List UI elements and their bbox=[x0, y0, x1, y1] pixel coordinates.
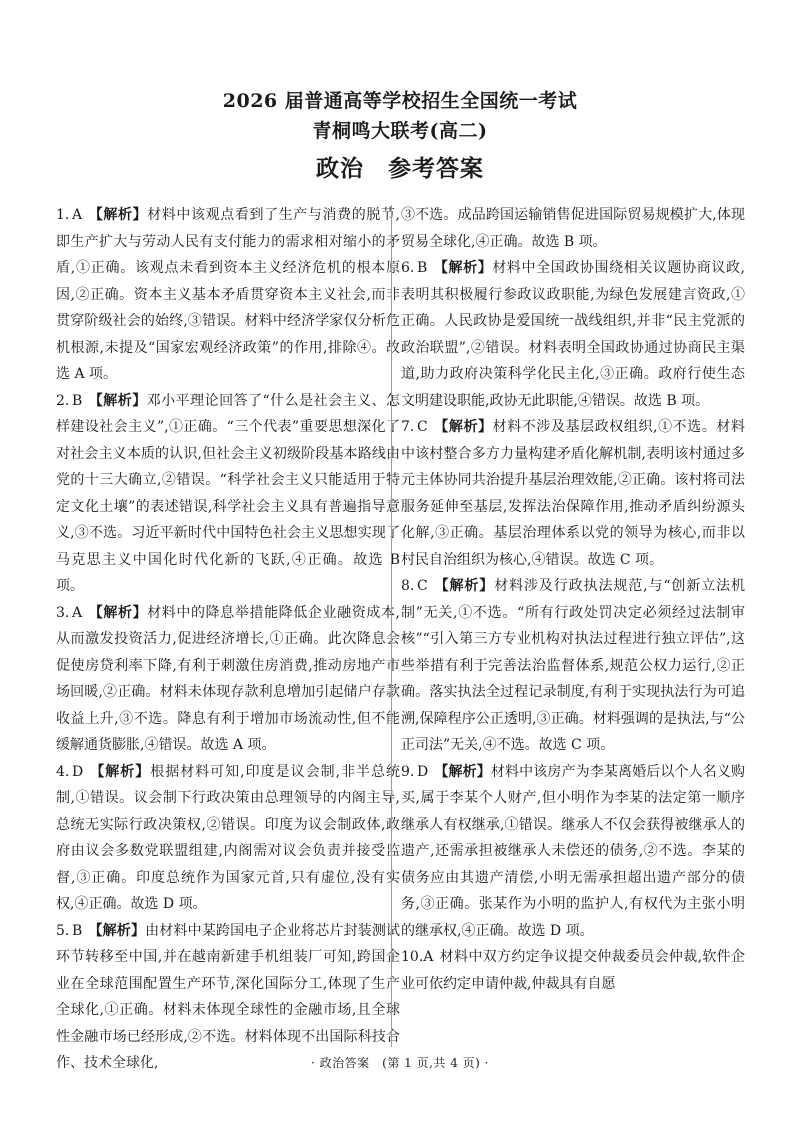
answer-item-10: 10.A 材料中双方约定争议提交仲裁委员会仲裁,软件企业可依约定申请仲裁,仲裁具有自愿 bbox=[401, 949, 745, 992]
right-column bbox=[401, 202, 745, 997]
subject-heading: 政治 参考答案 bbox=[316, 155, 484, 182]
answer-item-2: 2. B 【解析】邓小平理论回答了“什么是社会主义、怎样建设社会主义”,①正确。“三个代表”重要思想深化了对社会主义本质的认识,但社会主义初级阶段基本路线由党的十三大确立,②错误。“科学社会主义只能适用于特定文化土壤”的表述错误,科学社会主义具有普遍指导意义,③不选。习近平新时代中国特色社会主义思想实现了马克思主义中国化时代化新的飞跃,④正确。故选 B 项。 bbox=[56, 392, 401, 594]
answer-item-1: 1. A 【解析】材料中该观点看到了生产与消费的脱节,即生产扩大与劳动人民有支付能力的需求相对缩小的矛盾,①正确。该观点未看到资本主义经济危机的根本原因,②正确。资本主义基本矛盾贯穿资本主义社会,而非贯穿阶级社会的始终,③错误。材料中经济学家仅分析危机根源,未提及“国家宏观经济政策”的作用,排除④。故选 A 项。 bbox=[56, 207, 401, 382]
exam-title: 2026 届普通高等学校招生全国统一考试 bbox=[222, 90, 578, 112]
answer-item-8: 8. C 【解析】材料涉及行政执法规范,与“创新立法机制”无关,①不选。“所有行政处罚决定必须经过法制审核”“引入第三方专业机构对执法过程进行独立评估”,这些举措有利于完善法治监督体系,规范公权力运行,②正确。落实执法全过程记录制度,有利于实现执法行为可追溯,保障程序公正透明,③正确。材料强调的是执法,与“公正司法”无关,④不选。故选 C 项。 bbox=[401, 578, 746, 753]
answer-item-9: 9. D 【解析】材料中该房产为李某离婚后以个人名义购买,属于李某个人财产,但小明作为李某的法定第一顺序继承人有权继承,①错误。继承人不仅会获得被继承人的遗产,还需承担被继承人未偿还的债务,②不选。李某的债务应由其遗产清偿,小明无需承担超出遗产部分的债务,③正确。张某作为小明的监护人,有权代为主张小明的继承权,④正确。故选 D 项。 bbox=[401, 763, 746, 939]
left-column bbox=[56, 202, 400, 1077]
answer-item-3: 3. A 【解析】材料中的降息举措能降低企业融资成本,从而激发投资活力,促进经济增长,①正确。此次降息会促使房贷利率下降,有利于刺激住房消费,推动房地产市场回暖,②正确。材料未体现存款利息增加引起储户存款收益上升,③不选。降息有利于增加市场流动性,但不能缓解通货膨胀,④错误。故选 A 项。 bbox=[56, 604, 401, 753]
column-divider bbox=[391, 205, 392, 1047]
exam-subtitle: 青桐鸣大联考(高二) bbox=[312, 120, 488, 142]
answer-item-4: 4. D 【解析】根据材料可知,印度是议会制,非半总统制,①错误。议会制下行政决策由总理领导的内阁主导,总统无实际行政决策权,②错误。印度为议会制政体,政府由议会多数党联盟组建,内阁需对议会负责并接受监督,③正确。印度总统作为国家元首,只有虚位,没有实权,④正确。故选 D 项。 bbox=[56, 763, 400, 912]
answer-item-6: 6. B 【解析】材料中全国政协围绕相关议题协商议政,表明其积极履行参政议政职能,为绿色发展建言资政,①正确。人民政协是爱国统一战线组织,并非“民主党派的政治联盟”,②错误。材料表明全国政协通过协商民主渠道,助力政府决策科学化民主化,③正确。政府行使生态文明建设职能,政协无此职能,④错误。故选 B 项。 bbox=[401, 260, 746, 409]
answer-item-7: 7. C 【解析】材料不涉及基层政权组织,①不选。材料中该村整合多方力量构建矛盾化解机制,表明该村通过多元主体协同共治提升基层治理效能,②正确。该村将司法服务延伸至基层,发挥法治保障作用,推动矛盾纠纷源头化解,③正确。基层治理体系以党的领导为核心,而非以村民自治组织为核心,④错误。故选 C 项。 bbox=[401, 419, 746, 568]
answer-item-5-continued: ③不选。成品跨国运输销售促进国际贸易规模扩大,体现贸易全球化,④正确。故选 B 项。 bbox=[401, 207, 745, 250]
answer-item-5: 5. B 【解析】由材料中某跨国电子企业将芯片封装测试环节转移至中国,并在越南新建手机组装厂可知,跨国企业在全球范围配置生产环节,深化国际分工,体现了生产全球化,①正确。材料未体现全球性的金融市场,且全球性金融市场已经形成,②不选。材料体现不出国际科技合作、技术全球化, bbox=[56, 922, 401, 1071]
page-footer: · 政治答案 (第 1 页,共 4 页) · bbox=[311, 1056, 489, 1070]
